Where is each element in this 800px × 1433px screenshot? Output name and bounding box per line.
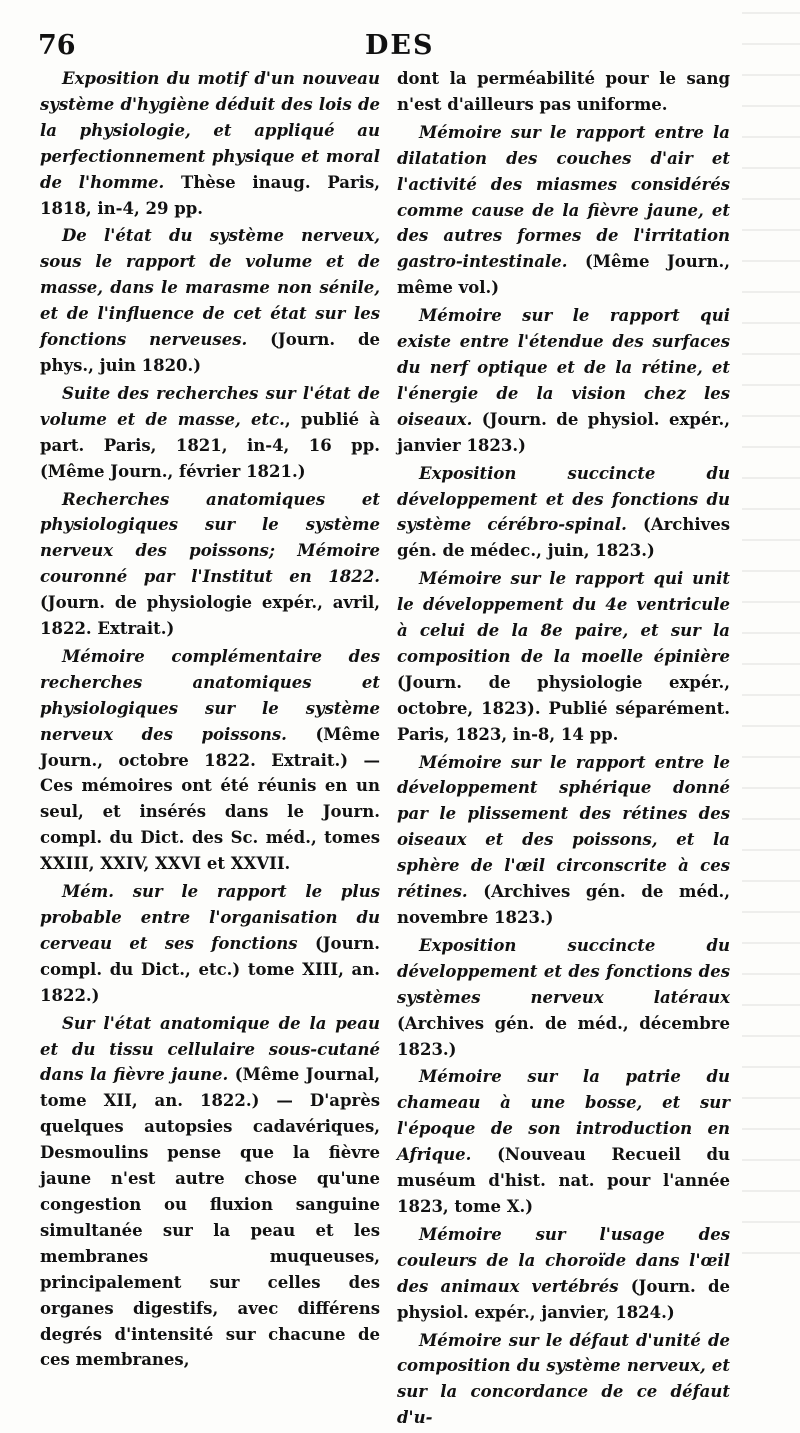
- entry-details: (Archives gén. de méd., novembre 1823.): [397, 882, 730, 927]
- entry-title: Suite des recherches sur l'état de volume et de masse, etc.: [40, 383, 380, 429]
- bibliography-entry: [397, 303, 730, 458]
- right-column: [397, 66, 730, 1433]
- entry-details: (Journ. de physiol. expér., janvier, 1824.): [397, 1276, 730, 1322]
- entry-title: De l'état du système nerveux, sous le rapport de volume et de masse, dans le marasme non sénile, et de l'influence de cet état sur les fonctions nerveuses.: [40, 226, 380, 350]
- entry-title: Exposition succincte du développement et des fonctions des systèmes nerveux latéraux: [397, 935, 730, 1007]
- bibliography-entry: [397, 933, 730, 1063]
- entry-details: (Journ. de physiol. expér., janvier 1823.): [397, 409, 730, 455]
- bibliography-entry: [40, 223, 380, 378]
- bibliography-entry: [397, 566, 730, 747]
- entry-details: (Archives gén. de méd., décembre 1823.): [397, 1013, 730, 1059]
- bibliography-entry: [40, 879, 380, 1009]
- entry-title: Mémoire sur la patrie du chameau à une bosse, et sur l'époque de son introduction en Afrique.: [397, 1067, 730, 1165]
- bibliography-entry: [40, 1011, 380, 1374]
- entry-title: Mémoire sur le rapport entre la dilatation des couches d'air et l'activité des miasmes considérés comme cause de la fièvre jaune, et des autres formes de l'irritation gastro-intestinale.: [397, 122, 730, 272]
- entry-title: Recherches anatomiques et physiologiques sur le système nerveux des poissons; Mémoire couronné par l'Institut en 1822.: [40, 489, 380, 587]
- bibliography-entry: [397, 1064, 730, 1219]
- entry-title: Exposition du motif d'un nouveau système d'hygiène déduit des lois de la physiologie, et appliqué au perfectionnement physique et moral de l'homme.: [40, 69, 380, 192]
- entry-title: Mémoire sur le rapport qui existe entre l'étendue des surfaces du nerf optique et de la rétine, et l'énergie de la vision chez les oiseaux.: [397, 306, 730, 429]
- scan-margin-noise: [742, 0, 800, 1261]
- entry-details: Thèse inaug. Paris, 1818, in-4, 29 pp.: [40, 172, 380, 218]
- entry-title: Mémoire sur le rapport entre le développement sphérique donné par le plissement des rétines des oiseaux et des poissons, et la sphère de l'œil circonscrite à ces rétines.: [397, 752, 730, 902]
- entry-title: Exposition succincte du développement et des fonctions du système cérébro-spinal.: [397, 463, 730, 535]
- entry-details: (Journ. compl. du Dict., etc.) tome XIII, an. 1822.): [40, 933, 380, 1005]
- bibliography-entry: [40, 66, 380, 221]
- entry-details: (Même Journal, tome XII, an. 1822.) — D'après quelques autopsies cadavériques, Desmoulins pense que la fièvre jaune n'est autre chose qu'une congestion ou fluxion sanguine simultanée sur la peau et les membranes muqueuses, principalement sur celles des organes digestifs, avec différens degrés d'intensité sur chacune de ces membranes,: [40, 1065, 380, 1370]
- entry-details: (Archives gén. de médec., juin, 1823.): [397, 515, 730, 561]
- entry-details: (Journ. de physiologie expér., octobre, 1823). Publié séparément. Paris, 1823, in-8, 14 pp.: [397, 672, 730, 744]
- bibliography-entry: [40, 644, 380, 877]
- entry-title: Mémoire sur le rapport qui unit le développement du 4e ventricule à celui de la 8e paire, et sur la composition de la moelle épinière: [397, 569, 730, 666]
- entry-details: (Nouveau Recueil du muséum d'hist. nat. pour l'année 1823, tome X.): [397, 1145, 730, 1216]
- entry-title: Mémoire complémentaire des recherches anatomiques et physiologiques sur le système nerveux des poissons.: [40, 646, 380, 744]
- entry-title: Mémoire sur l'usage des couleurs de la choroïde dans l'œil des animaux vertébrés: [397, 1224, 730, 1296]
- entry-details: (Journ. de phys., juin 1820.): [40, 330, 380, 375]
- bibliography-entry: [397, 750, 730, 931]
- bibliography-entry: [40, 381, 380, 485]
- bibliography-entry: [397, 461, 730, 565]
- running-head: DES: [365, 30, 435, 61]
- entry-details: (Même Journ., même vol.): [397, 252, 730, 298]
- entry-title: Mém. sur le rapport le plus probable entre l'organisation du cerveau et ses fonctions: [40, 882, 380, 953]
- bibliography-entry: [397, 1222, 730, 1326]
- entry-title: Mémoire sur le défaut d'unité de composition du système nerveux, et sur la concordance de ce défaut d'u-: [397, 1330, 730, 1428]
- bibliography-entry: [40, 487, 380, 642]
- entry-details: (Même Journ., octobre 1822. Extrait.) — Ces mémoires ont été réunis en un seul, et insérés dans le Journ. compl. du Dict. des Sc. méd., tomes XXIII, XXIV, XXVI et XXVII.: [40, 724, 380, 874]
- page-number: 76: [38, 30, 76, 61]
- left-column: [40, 66, 380, 1375]
- bibliography-entry: [397, 1328, 730, 1432]
- entry-title: Sur l'état anatomique de la peau et du tissu cellulaire sous-cutané dans la fièvre jaune.: [40, 1013, 380, 1085]
- bibliography-entry: [397, 120, 730, 301]
- entry-details: , publié à part. Paris, 1821, in-4, 16 pp. (Même Journ., février 1821.): [40, 409, 380, 481]
- bibliography-entry-continuation: [397, 66, 730, 118]
- entry-details: (Journ. de physiologie expér., avril, 1822. Extrait.): [40, 593, 380, 639]
- entry-details: dont la perméabilité pour le sang n'est d'ailleurs pas uniforme.: [397, 69, 730, 114]
